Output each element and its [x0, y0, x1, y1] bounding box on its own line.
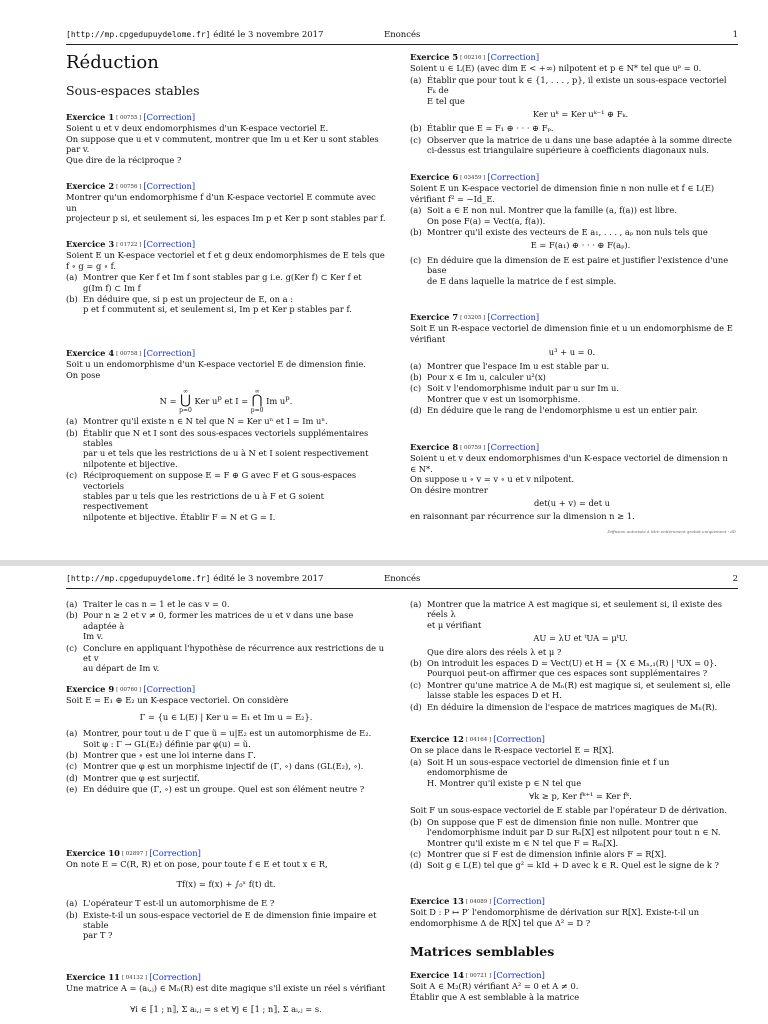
question-b: (b) Pour x ∈ Im u, calculer u²(x): [410, 372, 734, 382]
question-c: (c) Réciproquement on suppose E = F ⊕ G avec F et G sous-espaces vectoriels stables par u tels que les restrictions de u à F et G soient respectivement nilpotente et bijective. Établir F = N et G = I.: [66, 470, 357, 522]
question-b: (b) Montrer qu'il existe des vecteurs de E a₁, . . . , aₚ non nuls tels que E = F(a₁) ⊕ · · · ⊕ F(aₚ).: [410, 227, 734, 254]
question-c: (c) Observer que la matrice de u dans une base adaptée à la somme directe ci-dessus est triangulaire supérieure à coefficients diagonaux nuls.: [410, 134, 732, 156]
header-date: édité le 3 novembre 2017: [210, 574, 324, 584]
equation-n-i: N = ∞ ⋃ p=0 Ker $u^p$ et I = ∞ ⋂ p=0 Im $u^p$.: [159, 388, 293, 415]
correction-link[interactable]: [Correction]: [143, 239, 196, 249]
question-text: Établir que E = F₁ ⊕ · · · ⊕ Fₚ.: [427, 123, 554, 134]
text-line: Montrer qu'une matrice A de Mₙ(R) est magique si, et seulement si, elle: [427, 679, 731, 690]
bound-upper: ∞: [183, 388, 189, 396]
question-a: (a) Montrer que la matrice A est magique si, et seulement si, il existe des réels λ et μ vérifiant AU = λU et ᵗUA = μᵗU. Que dire alors des réels λ et μ ?: [410, 599, 734, 657]
exercise-ref: [ 04089 ]: [465, 899, 492, 905]
header-middle: Enoncés: [384, 30, 421, 40]
text-line: Montrer, pour tout u de Γ que ũ = u|E₂ est un automorphisme de E₂.: [83, 728, 372, 739]
text-line: E tel que: [427, 95, 465, 106]
text-line: Réciproquement on suppose E = F ⊕ G avec F et G sous-espaces vectoriels: [83, 470, 357, 491]
question-b: (b) Établir que E = F₁ ⊕ · · · ⊕ Fₚ.: [410, 123, 734, 133]
equation: Γ = {u ∈ L(E) | Ker u = E₁ et Im u = E₂}.: [139, 711, 313, 722]
exercise-ref: [ 00758 ]: [116, 351, 142, 357]
question-b: (b) Pour n ≥ 2 et v ≠ 0, former les matrices de u et v dans une base adaptée à Im v.: [66, 610, 354, 642]
text-line: vérifiant: [410, 333, 446, 344]
exercise-1: [66, 112, 386, 165]
exercise-label: Exercice 4: [66, 348, 115, 358]
exercise-label: Exercice 7: [410, 312, 459, 322]
exercise-label: Exercice 5: [410, 52, 459, 62]
text-line: nilpotente et bijective. Établir F = N et G = I.: [83, 511, 276, 522]
text-line: et μ vérifiant: [427, 619, 482, 630]
question-text: En déduire la dimension de l'espace de matrices magiques de Mₙ(R).: [427, 701, 718, 712]
page-header: [66, 574, 738, 586]
question-d: (d) Soit g ∈ L(E) tel que g² = kId + D avec k ∈ R. Quel est le signe de k ?: [410, 860, 734, 870]
correction-link[interactable]: [Correction]: [487, 52, 540, 62]
text-line: Établir que A est semblable à la matrice: [410, 991, 580, 1002]
correction-link[interactable]: [Correction]: [143, 181, 196, 191]
text-line: Établir que N et I sont des sous-espaces vectoriels supplémentaires stables: [83, 427, 369, 449]
question-a: (a) Soit H un sous-espace vectoriel de dimension finie et f un endomorphisme de H. Montrer qu'il existe p ∈ N tel que ∀k ≥ p, Ker fᵏ⁺¹ = Ker fᵏ.: [410, 757, 734, 805]
question-text: Soit g ∈ L(E) tel que g² = kId + D avec k ∈ R. Quel est le signe de k ?: [427, 860, 720, 871]
exercise-14: [410, 970, 734, 1002]
exercise-label: Exercice 1: [66, 112, 115, 122]
text-line: f ∘ g = g ∘ f.: [66, 260, 117, 271]
text-line: p et f commutent si, et seulement si, Im p et Ker p stables par f.: [83, 304, 352, 315]
footnote: Diffusion autorisée à titre entièrement gratuit uniquement - dD: [607, 529, 736, 534]
text-line: On se place dans le R-espace vectoriel E = R[X].: [410, 745, 615, 756]
exercise-ref: [ 03459 ]: [460, 175, 486, 181]
text-line: Soit E = E₁ ⊕ E₂ un K-espace vectoriel. On considère: [66, 695, 289, 706]
text-line: Conclure en appliquant l'hypothèse de récurrence aux restrictions de u et v: [83, 642, 385, 664]
header-middle: Enoncés: [384, 574, 421, 584]
text-line: On note E = C(R, R) et on pose, pour toute f ∈ E et tout x ∈ R,: [66, 859, 328, 870]
text-line: Soient u ∈ L(E) (avec dim E < +∞) nilpotent et p ∈ N* tel que uᵖ = 0.: [410, 63, 702, 74]
union-symbol: ∞ ⋃ p=0: [179, 388, 192, 415]
question-e: (e) En déduire que (Γ, ∘) est un groupe. Quel est son élément neutre ?: [66, 784, 386, 794]
left-column: [66, 52, 386, 532]
question-text: Montrer que φ est surjectif.: [83, 772, 200, 783]
text-line: Que dire de la réciproque ?: [66, 154, 182, 165]
question-d: (d) Montrer que φ est surjectif.: [66, 773, 386, 783]
equation: ∀i ∈ ⟦1 ; n⟧, Σ aᵢ,ⱼ = s et ∀j ∈ ⟦1 ; n⟧, Σ aᵢ,ⱼ = s.: [130, 1003, 322, 1014]
exercise-ref: [ 00759 ]: [460, 445, 486, 451]
text-line: Im v.: [83, 631, 104, 642]
correction-link[interactable]: [Correction]: [143, 348, 196, 358]
text-line: Soient E un K-espace vectoriel de dimension finie n non nulle et f ∈ L(E): [410, 183, 715, 194]
question-a: (a) Établir que pour tout k ∈ {1, . . . , p}, il existe un sous-espace vectoriel Fₖ de E tel que Ker uᵏ = Ker uᵏ⁻¹ ⊕ Fₖ.: [410, 75, 734, 123]
text-line: Soit E un R-espace vectoriel de dimension finie et u un endomorphisme de E: [410, 323, 733, 334]
question-a: (a) Montrer, pour tout u de Γ que ũ = u|E₂ est un automorphisme de E₂. Soit φ : Γ → GL(E₂) définie par φ(u) = ũ.: [66, 728, 372, 749]
equation-text: N =: [159, 395, 177, 406]
exercise-5: [410, 52, 734, 157]
question-d: (d) En déduire la dimension de l'espace de matrices magiques de Mₙ(R).: [410, 702, 734, 712]
text-line: Soit H un sous-espace vectoriel de dimension finie et f un endomorphisme de: [427, 756, 670, 778]
bound-upper: ∞: [254, 388, 260, 396]
text-line: Soit v l'endomorphisme induit par u sur Im u.: [427, 383, 620, 394]
exercise-label: Exercice 14: [410, 970, 464, 980]
header-date: édité le 3 novembre 2017: [210, 30, 324, 40]
text-line: Établir que pour tout k ∈ {1, . . . , p}, il existe un sous-espace vectoriel Fₖ de: [427, 74, 727, 96]
text-line: vérifiant f² = −Id_E.: [410, 193, 496, 204]
exercise-8-continued: [66, 598, 386, 675]
question-text: Montrer qu'il existe n ∈ N tel que N = Ker uⁿ et I = Im uⁿ.: [83, 416, 328, 427]
text-line: Soit φ : Γ → GL(E₂) définie par φ(u) = ũ.: [83, 738, 251, 749]
exercise-ref: [ 00755 ]: [116, 115, 142, 121]
text-line: Soit u un endomorphisme d'un K-espace vectoriel E de dimension finie.: [66, 359, 366, 370]
correction-link[interactable]: [Correction]: [487, 172, 540, 182]
question-b: (b) Existe-t-il un sous-espace vectoriel de E de dimension finie impaire et stable par T ?: [66, 909, 377, 941]
text-line: Montrer que v est un isomorphisme.: [427, 393, 581, 404]
question-a: (a) Montrer que Ker f et Im f sont stables par g i.e. g(Ker f) ⊂ Ker f et g(Im f) ⊂ Im f: [66, 272, 362, 293]
exercise-9: [66, 684, 386, 796]
equation: u³ + u = 0.: [548, 347, 596, 358]
exercise-label: Exercice 9: [66, 684, 115, 694]
exercise-10: [66, 848, 386, 942]
exponent: p: [285, 394, 290, 403]
question-b: (b) On introduit les espaces D = Vect(U) et H = {X ∈ Mₙ,₁(R) | ᵗUX = 0}. Pourquoi peut-on affirmer que ces espaces sont supplémentaires ?: [410, 658, 717, 679]
question-text: Montrer que φ est un morphisme injectif de (Γ, ∘) dans (GL(E₂), ∘).: [83, 761, 364, 772]
text-line: endomorphisme Δ de R[X] tel que Δ² = D ?: [410, 917, 591, 928]
section-title: Matrices semblables: [410, 944, 555, 959]
equation: Ker uᵏ = Ker uᵏ⁻¹ ⊕ Fₖ.: [532, 109, 629, 120]
question-c: (c) Soit v l'endomorphisme induit par u sur Im u. Montrer que v est un isomorphisme.: [410, 383, 620, 404]
question-c: (c) En déduire que la dimension de E est paire et justifier l'existence d'une base de E dans laquelle la matrice de f est simple.: [410, 254, 729, 286]
text-line: nilpotente et bijective.: [83, 458, 178, 469]
question-c: (c) Montrer que φ est un morphisme injectif de (Γ, ∘) dans (GL(E₂), ∘).: [66, 761, 386, 771]
correction-link[interactable]: [Correction]: [149, 848, 201, 858]
question-a: (a) Montrer qu'il existe n ∈ N tel que N = Ker uⁿ et I = Im uⁿ.: [66, 416, 386, 426]
text-line: l'endomorphisme induit par D sur Rₙ[X] est nilpotent pour tout n ∈ N.: [427, 827, 721, 838]
exercise-ref: [ 00756 ]: [116, 184, 142, 190]
exercise-ref: [ 04132 ]: [121, 975, 148, 981]
text-line: Soit F un sous-espace vectoriel de E stable par l'opérateur D de dérivation.: [410, 805, 727, 816]
question-c: (c) Montrer qu'une matrice A de Mₙ(R) est magique si, et seulement si, elle laisse stable les espaces D et H.: [410, 679, 731, 701]
right-column: [410, 598, 734, 1024]
question-text: En déduire que le rang de l'endomorphisme u est un entier pair.: [427, 405, 698, 416]
page-header: [66, 30, 738, 42]
text-line: En déduire que, si p est un projecteur de E, on a :: [83, 294, 294, 305]
text-line: On suppose que u et v commutent, montrer que Im u et Ker u sont stables par v.: [66, 133, 379, 155]
text-line: Montrer qu'il existe m ∈ N tel que F = Rₘ[X].: [427, 837, 619, 848]
exercise-12: [410, 734, 734, 872]
exercise-ref: [ 00760 ]: [116, 687, 142, 693]
question-b: (b) En déduire que, si p est un projecteur de E, on a : p et f commutent si, et seulement si, Im p et Ker p stables par f.: [66, 294, 352, 315]
exercise-11: [66, 972, 386, 1024]
text-line: Une matrice A = (aᵢ,ⱼ) ∈ Mₙ(R) est dite magique s'il existe un réel s vérifiant: [66, 983, 386, 994]
exercise-ref: [ 01722 ]: [116, 242, 142, 248]
question-b: (b) On suppose que F est de dimension finie non nulle. Montrer que l'endomorphisme induit par D sur Rₙ[X] est nilpotent pour tout n ∈ N. Montrer qu'il existe m ∈ N tel que F = Rₘ[X].: [410, 816, 721, 848]
question-a: (a) Soit a ∈ E non nul. Montrer que la famille (a, f(a)) est libre. On pose F(a) = Vect(a, f(a)).: [410, 205, 677, 226]
text-line: de E dans laquelle la matrice de f est simple.: [427, 275, 617, 286]
equation: AU = λU et ᵗUA = μᵗU.: [533, 633, 628, 644]
text-line: laisse stable les espaces D et H.: [427, 690, 562, 701]
correction-link[interactable]: [Correction]: [487, 312, 540, 322]
exercise-7: [410, 312, 734, 417]
header-url[interactable]: [http://mp.cpgedupuydelome.fr]: [66, 574, 211, 583]
text-line: Existe-t-il un sous-espace vectoriel de E de dimension finie impaire et stable: [83, 909, 377, 931]
text-line: g(Im f) ⊂ Im f: [83, 282, 141, 293]
exercise-ref: [ 03205 ]: [460, 315, 486, 321]
text-line: projecteur p si, et seulement si, les espaces Im p et Ker p sont stables par f.: [66, 213, 386, 224]
text-line: par u et tels que les restrictions de u à N et I soient respectivement: [83, 448, 369, 459]
correction-link[interactable]: [Correction]: [493, 896, 545, 906]
equation-text: et I =: [224, 395, 249, 406]
text-line: Montrer que la matrice A est magique si, et seulement si, il existe des réels λ: [427, 599, 723, 620]
exercise-6: [410, 172, 734, 287]
question-a: (a) L'opérateur T est-il un automorphisme de E ?: [66, 898, 386, 908]
text-line: Pourquoi peut-on affirmer que ces espaces sont supplémentaires ?: [427, 668, 708, 679]
exercise-13: [410, 896, 734, 928]
exercise-ref: [ 00721 ]: [465, 973, 492, 979]
text-line: Soient u et v deux endomorphismes d'un K-espace vectoriel de dimension n ∈ N*.: [410, 453, 728, 474]
equation: ∀k ≥ p, Ker fᵏ⁺¹ = Ker fᵏ.: [529, 791, 632, 802]
text-line: stables par u tels que les restrictions de u à F et G soient respectivement: [83, 491, 325, 512]
question-c: (c) Montrer que si F est de dimension infinie alors F = R[X].: [410, 849, 734, 859]
text-line: Observer que la matrice de u dans une base adaptée à la somme directe: [427, 134, 732, 145]
exercise-label: Exercice 8: [410, 442, 459, 452]
correction-link[interactable]: [Correction]: [143, 112, 196, 122]
exercise-ref: [ 04164 ]: [465, 737, 492, 743]
exercise-label: Exercice 3: [66, 239, 115, 249]
text-line: On introduit les espaces D = Vect(U) et H = {X ∈ Mₙ,₁(R) | ᵗUX = 0}.: [427, 658, 717, 669]
correction-link[interactable]: [Correction]: [149, 972, 201, 982]
exercise-label: Exercice 2: [66, 181, 115, 191]
exercise-2: [66, 181, 386, 224]
intersection-symbol: ∞ ⋂ p=0: [250, 388, 264, 415]
exponent: p: [217, 394, 222, 403]
text-line: On pose F(a) = Vect(a, f(a)).: [427, 215, 546, 226]
text-line: Montrer que Ker f et Im f sont stables par g i.e. g(Ker f) ⊂ Ker f et: [83, 272, 362, 283]
question-b: (b) Montrer que ∘ est une loi interne dans Γ.: [66, 750, 386, 760]
left-column: [66, 598, 386, 1024]
text-line: Que dire alors des réels λ et μ ?: [427, 646, 562, 657]
header-rule: [66, 588, 738, 589]
question-text: En déduire que (Γ, ∘) est un groupe. Quel est son élément neutre ?: [83, 784, 365, 795]
text-line: Soient u et v deux endomorphismes d'un K-espace vectoriel E.: [66, 123, 329, 134]
exercise-ref: [ 02897 ]: [121, 851, 148, 857]
question-text: Pour x ∈ Im u, calculer u²(x): [427, 372, 546, 383]
equation: det(u + v) = det u: [533, 498, 611, 509]
exercise-label: Exercice 13: [410, 896, 464, 906]
text-line: H. Montrer qu'il existe p ∈ N tel que: [427, 777, 582, 788]
text-line: Soit a ∈ E non nul. Montrer que la famille (a, f(a)) est libre.: [427, 205, 677, 216]
equation-text: Im u: [266, 395, 286, 406]
page-2: [0, 566, 768, 1024]
text-line: En déduire que la dimension de E est paire et justifier l'existence d'une base: [427, 254, 729, 276]
question-text: L'opérateur T est-il un automorphisme de E ?: [83, 898, 275, 909]
equation: Tf(x) = f(x) + ∫₀ˣ f(t) dt.: [176, 878, 276, 889]
correction-link[interactable]: [Correction]: [487, 442, 540, 452]
header-url[interactable]: [http://mp.cpgedupuydelome.fr]: [66, 30, 211, 39]
exercise-label: Exercice 11: [66, 972, 120, 982]
section-title: Sous-espaces stables: [66, 83, 200, 98]
equation-text: Ker u: [194, 395, 218, 406]
question-text: Montrer que l'espace Im u est stable par u.: [427, 360, 610, 371]
right-column: [410, 52, 734, 532]
question-text: Montrer que si F est de dimension infinie alors F = R[X].: [427, 849, 667, 860]
question-c: (c) Conclure en appliquant l'hypothèse de récurrence aux restrictions de u et v au départ de Im v.: [66, 642, 385, 674]
text-line: On pose: [66, 369, 101, 380]
text-line: par T ?: [83, 930, 113, 941]
exercise-3: [66, 239, 386, 316]
exercise-label: Exercice 12: [410, 734, 464, 744]
exercise-ref: [ 00216 ]: [460, 55, 486, 61]
text-line: Pour n ≥ 2 et v ≠ 0, former les matrices de u et v dans une base adaptée à: [83, 610, 354, 631]
exercise-label: Exercice 6: [410, 172, 459, 182]
text-line: au départ de Im v.: [83, 663, 160, 674]
header-rule: [66, 44, 738, 45]
question-text: Traiter le cas n = 1 et le cas v = 0.: [83, 599, 230, 609]
exercise-11-continued: [410, 598, 734, 713]
page-title: Réduction: [66, 52, 159, 73]
page-number: 2: [732, 574, 738, 584]
correction-link[interactable]: [Correction]: [493, 970, 545, 980]
exercise-label: Exercice 10: [66, 848, 120, 858]
text-line: On désire montrer: [410, 484, 488, 495]
question-d: (d) En déduire que le rang de l'endomorphisme u est un entier pair.: [410, 405, 734, 415]
question-text: Montrer qu'il existe des vecteurs de E a₁, . . . , aₚ non nuls tels que: [427, 227, 708, 238]
question-text: Montrer que ∘ est une loi interne dans Γ.: [83, 750, 256, 761]
text-line: Soit A ∈ M₂(R) vérifiant A² = 0 et A ≠ 0.: [410, 981, 579, 992]
question-b: (b) Établir que N et I sont des sous-espaces vectoriels supplémentaires stables par u et tels que les restrictions de u à N et I soient respectivement nilpotente et bijective.: [66, 427, 369, 469]
equation: E = F(a₁) ⊕ · · · ⊕ F(aₚ).: [530, 240, 631, 251]
exercise-4: [66, 348, 386, 523]
bound-lower: p=0: [250, 407, 264, 415]
question-a: (a) Montrer que l'espace Im u est stable par u.: [410, 361, 734, 371]
correction-link[interactable]: [Correction]: [493, 734, 545, 744]
text-line: On suppose u ∘ v = v ∘ u et v nilpotent.: [410, 474, 575, 485]
text-line: Montrer qu'un endomorphisme f d'un K-espace vectoriel E commute avec un: [66, 192, 376, 213]
text-line: On suppose que F est de dimension finie non nulle. Montrer que: [427, 816, 699, 827]
question-a: (a) Traiter le cas n = 1 et le cas v = 0.: [66, 599, 386, 609]
text-line: ci-dessus est triangulaire supérieure à coefficients diagonaux nuls.: [427, 145, 709, 156]
text-line: en raisonnant par récurrence sur la dimension n ≥ 1.: [410, 511, 635, 522]
page-number: 1: [732, 30, 738, 40]
bound-lower: p=0: [179, 407, 192, 415]
text-line: Soient E un K-espace vectoriel et f et g deux endomorphismes de E tels que: [66, 250, 385, 261]
text-line: Soit D : P ↦ P′ l'endomorphisme de dérivation sur R[X]. Existe-t-il un: [410, 907, 700, 918]
correction-link[interactable]: [Correction]: [143, 684, 196, 694]
exercise-8: [410, 442, 734, 522]
